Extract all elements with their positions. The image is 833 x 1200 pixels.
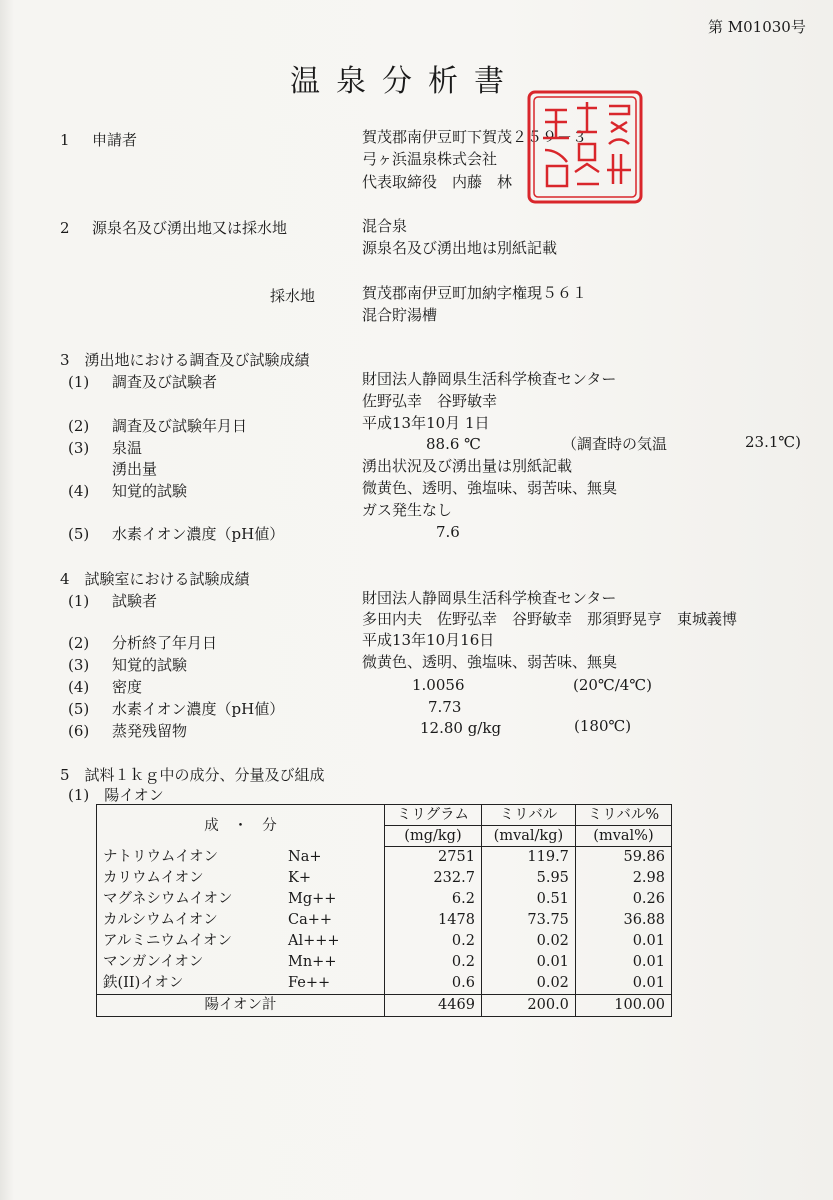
s1-label: 申請者: [92, 131, 138, 149]
table-row: [97, 952, 672, 973]
cell-mg: 1478: [385, 910, 482, 931]
s3-item-6-number: (5): [68, 525, 90, 543]
s1-company: 弓ヶ浜温泉株式会社: [362, 150, 498, 168]
col-header-mval: ミリバル: [481, 805, 575, 826]
table-row: [97, 847, 672, 869]
s3-item-2-label: 調査及び試験年月日: [112, 417, 248, 435]
company-seal-stamp: [525, 88, 645, 206]
s2-number: 2: [60, 219, 70, 237]
ion-symbol: Ca++: [288, 912, 333, 928]
s3-item-4-label: 湧出量: [112, 460, 158, 478]
ion-symbol: Fe++: [288, 975, 331, 991]
s4-item-3-value: 微黄色、透明、強塩味、弱苦味、無臭: [362, 653, 618, 671]
s4-item-1-value: 財団法人静岡県生活科学検査センター: [362, 589, 617, 607]
table-row: [97, 889, 672, 910]
ion-name: カルシウムイオン: [103, 912, 218, 928]
s3-item-5-label: 知覚的試験: [112, 482, 188, 500]
col-header-component: 成 ・ 分: [97, 805, 385, 847]
s4-item-4-label: 密度: [112, 678, 143, 696]
s3-item-2-number: (2): [68, 417, 90, 435]
s3-item-3-note2: 23.1℃): [745, 433, 802, 451]
s3-item-5-number: (4): [68, 482, 90, 500]
s4-item-5-number: (5): [68, 700, 90, 718]
s5-heading: 5 試料１ｋｇ中の成分、分量及び組成: [60, 766, 325, 784]
s3-item-5-value: 微黄色、透明、強塩味、弱苦味、無臭: [362, 479, 618, 497]
s3-heading: 3 湧出地における調査及び試験成績: [60, 351, 310, 369]
s4-item-6-number: (6): [68, 722, 90, 740]
s3-item-3-number: (3): [68, 439, 90, 457]
ion-symbol: Al+++: [288, 933, 340, 949]
total-mval: 200.0: [481, 995, 575, 1017]
s3-item-1-value: 財団法人静岡県生活科学検査センター: [362, 370, 617, 388]
s4-item-3-label: 知覚的試験: [112, 656, 188, 674]
s1-address: 賀茂郡南伊豆町下賀茂２５９－３: [362, 128, 588, 146]
cell-mg: 232.7: [385, 868, 482, 889]
ion-symbol: Mn++: [288, 954, 337, 970]
ion-name: アルミニウムイオン: [103, 933, 233, 949]
s4-item-6-note: (180℃): [574, 717, 632, 735]
col-header-mval-pct: ミリバル%: [575, 805, 671, 826]
s5-subheading: (1) 陽イオン: [68, 786, 164, 804]
s3-item-1-value2: 佐野弘幸 谷野敏幸: [362, 392, 498, 410]
s3-item-1-number: (1): [68, 373, 90, 391]
cell-mval: 0.02: [481, 973, 575, 995]
document-number: 第 M01030号: [708, 18, 806, 36]
s2-source-note: 源泉名及び湧出地は別紙記載: [362, 239, 558, 257]
s4-heading: 4 試験室における試験成績: [60, 570, 250, 588]
cell-mval-pct: 36.88: [575, 910, 671, 931]
document-title: 温泉分析書: [290, 64, 520, 99]
s2-sampling-label: 採水地: [270, 287, 316, 305]
cell-mval: 119.7: [481, 847, 575, 869]
table-row: [97, 868, 672, 889]
col-unit-mval-pct: (mval%): [575, 826, 671, 847]
table-row: [97, 931, 672, 952]
cell-mval: 5.95: [481, 868, 575, 889]
cell-mg: 6.2: [385, 889, 482, 910]
ion-name: ナトリウムイオン: [103, 848, 219, 865]
cell-mval-pct: 0.26: [575, 889, 671, 910]
cell-mg: 2751: [385, 847, 482, 869]
total-mg: 4469: [385, 995, 482, 1017]
ion-name: マグネシウムイオン: [103, 891, 233, 907]
cation-table: [96, 804, 672, 1017]
ion-symbol: Mg++: [288, 891, 337, 907]
cell-mg: 0.6: [385, 973, 482, 995]
s4-item-1-label: 試験者: [112, 592, 158, 610]
s4-item-6-label: 蒸発残留物: [112, 722, 188, 740]
s1-representative: 代表取締役 内藤 林: [362, 173, 513, 191]
s4-item-1-number: (1): [68, 592, 90, 610]
s4-item-4-note: (20℃/4℃): [573, 676, 652, 694]
s4-item-5-label: 水素イオン濃度（pH値）: [112, 700, 285, 718]
s4-item-2-label: 分析終了年月日: [112, 634, 218, 652]
s4-item-6-value: 12.80 g/kg: [420, 719, 502, 737]
cell-mg: 0.2: [385, 931, 482, 952]
s3-item-6-label: 水素イオン濃度（pH値）: [112, 525, 285, 543]
ion-name: カリウムイオン: [103, 870, 204, 886]
s2-sampling-tank: 混合貯湯槽: [362, 306, 438, 324]
total-mval-pct: 100.00: [575, 995, 671, 1017]
s4-item-1-value2: 多田内夫 佐野弘幸 谷野敏幸 那須野晃亨 東城義博: [362, 610, 738, 628]
s4-item-4-number: (4): [68, 678, 90, 696]
ion-symbol: Na+: [288, 848, 322, 865]
s3-item-3-label: 泉温: [112, 439, 143, 457]
s3-item-4-value: 湧出状況及び湧出量は別紙記載: [362, 457, 573, 475]
s3-item-1-label: 調査及び試験者: [112, 373, 218, 391]
s2-source-name: 混合泉: [362, 217, 408, 235]
cell-mval: 0.51: [481, 889, 575, 910]
cell-mval: 0.01: [481, 952, 575, 973]
cell-mval-pct: 0.01: [575, 973, 671, 995]
cell-mval: 73.75: [481, 910, 575, 931]
cell-mval-pct: 59.86: [575, 847, 671, 869]
cell-mval: 0.02: [481, 931, 575, 952]
col-unit-mval: (mval/kg): [481, 826, 575, 847]
s4-item-5-value: 7.73: [428, 698, 462, 716]
s3-item-5-value2: ガス発生なし: [362, 501, 453, 519]
s4-item-3-number: (3): [68, 656, 90, 674]
s1-number: 1: [60, 131, 70, 149]
cell-mval-pct: 2.98: [575, 868, 671, 889]
cell-mval-pct: 0.01: [575, 952, 671, 973]
s3-item-2-value: 平成13年10月 1日: [362, 414, 490, 432]
s3-item-3-note: （調査時の気温: [562, 435, 668, 453]
table-row: [97, 910, 672, 931]
cell-mg: 0.2: [385, 952, 482, 973]
col-header-mg: ミリグラム: [385, 805, 482, 826]
total-label: 陽イオン計: [97, 995, 385, 1017]
s4-item-2-value: 平成13年10月16日: [362, 631, 495, 649]
s3-item-3-value: 88.6 ℃: [426, 435, 481, 453]
cell-mval-pct: 0.01: [575, 931, 671, 952]
ion-name: マンガンイオン: [103, 954, 204, 970]
s3-item-6-value: 7.6: [436, 523, 460, 541]
col-unit-mg: (mg/kg): [385, 826, 482, 847]
s4-item-4-value: 1.0056: [412, 676, 465, 694]
s4-item-2-number: (2): [68, 634, 90, 652]
table-row: [97, 973, 672, 995]
table-total-row: [97, 995, 672, 1017]
ion-symbol: K+: [288, 870, 311, 886]
ion-name: 鉄(II)イオン: [103, 975, 184, 991]
s2-sampling-address: 賀茂郡南伊豆町加納字権現５６１: [362, 284, 588, 302]
s2-label: 源泉名及び湧出地又は採水地: [92, 219, 288, 237]
